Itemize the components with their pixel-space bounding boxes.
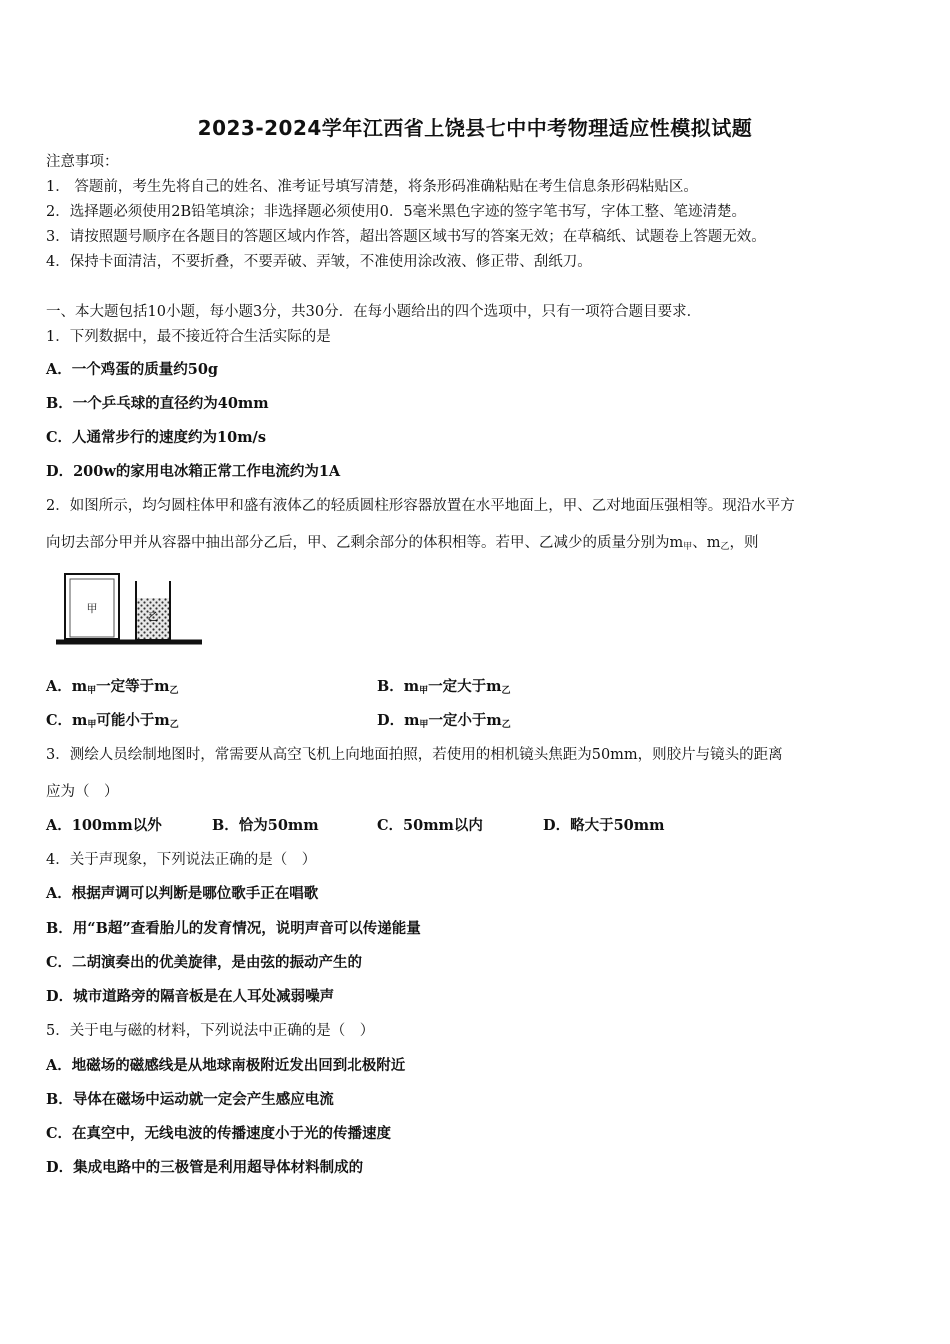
q2-figure-cylinders xyxy=(56,568,206,658)
q1-stem: 1．下列数据中，最不接近符合生活实际的是 xyxy=(46,329,331,345)
q2-stem-line1: 2．如图所示，均匀圆柱体甲和盛有液体乙的轻质圆柱形容器放置在水平地面上，甲、乙对地面压强相等。现沿水平方 xyxy=(46,498,795,514)
notice-item-1: 1． 答题前，考生先将自己的姓名、准考证号填写清楚，将条形码准确粘贴在考生信息条形码粘贴区。 xyxy=(46,179,698,195)
label-jia: 甲 xyxy=(86,602,98,615)
notice-item-4: 4．保持卡面清洁，不要折叠，不要弄破、弄皱，不准使用涂改液、修正带、刮纸刀。 xyxy=(46,254,592,270)
q5-option-c: C．在真空中，无线电波的传播速度小于光的传播速度 xyxy=(46,1125,392,1142)
q3-option-b: B．恰为50mm xyxy=(212,817,319,834)
q1-option-c: C．人通常步行的速度约为10m/s xyxy=(46,429,267,446)
notice-item-2: 2．选择题必须使用2B铅笔填涂；非选择题必须使用0．5毫米黑色字迹的签字笔书写，字体工整、笔迹清楚。 xyxy=(46,204,747,220)
q4-option-c: C．二胡演奏出的优美旋律，是由弦的振动产生的 xyxy=(46,954,363,971)
q5-option-a: A．地磁场的磁感线是从地球南极附近发出回到北极附近 xyxy=(46,1057,406,1074)
q2-stem-end: ，则 xyxy=(729,535,759,551)
q3-stem-line2: 应为（ ） xyxy=(46,784,119,800)
section-heading: 一、本大题包括10小题，每小题3分，共30分．在每小题给出的四个选项中，只有一项符合题目要求． xyxy=(46,304,702,320)
q2-option-c: C．$m_甲$可能小于$m_乙$ xyxy=(46,712,179,730)
q2-stem-text: 向切去部分甲并从容器中抽出部分乙后，甲、乙剩余部分的体积相等。若甲、乙减少的质量分别为m xyxy=(46,535,684,551)
q3-stem-line1: 3．测绘人员绘制地图时，常需要从高空飞机上向地面拍照，若使用的相机镜头焦距为50mm，则胶片与镜头的距离 xyxy=(46,747,783,763)
q4-option-d: D．城市道路旁的隔音板是在人耳处减弱噪声 xyxy=(46,988,335,1005)
q5-option-b: B．导体在磁场中运动就一定会产生感应电流 xyxy=(46,1091,334,1108)
q3-option-a: A．100mm以外 xyxy=(46,817,162,834)
q5-stem: 5．关于电与磁的材料，下列说法中正确的是（ ） xyxy=(46,1023,375,1039)
q2-option-d: D．$m_甲$一定小于$m_乙$ xyxy=(377,712,511,730)
q1-option-d: D．200w的家用电冰箱正常工作电流约为1A xyxy=(46,463,341,480)
subscript-yi: 乙 xyxy=(720,542,730,552)
q5-option-d: D．集成电路中的三极管是利用超导体材料制成的 xyxy=(46,1159,364,1176)
q3-option-c: C．50mm以内 xyxy=(377,817,483,834)
q2-stem-line2 xyxy=(46,533,759,557)
q2-option-b: B．$m_甲$一定大于$m_乙$ xyxy=(377,678,511,696)
q1-option-a: A．一个鸡蛋的质量约50g xyxy=(46,361,219,378)
notice-heading: 注意事项： xyxy=(46,154,119,170)
label-yi: 乙 xyxy=(147,610,159,623)
q4-option-b: B．用“B超”查看胎儿的发育情况，说明声音可以传递能量 xyxy=(46,920,421,937)
q2-stem-sep: 、m xyxy=(692,535,721,551)
q3-option-d: D．略大于50mm xyxy=(543,817,665,834)
notice-item-3: 3．请按照题号顺序在各题目的答题区域内作答，超出答题区域书写的答案无效；在草稿纸、试题卷上答题无效。 xyxy=(46,229,766,245)
page-title: 2023-2024学年江西省上饶县七中中考物理适应性模拟试题 xyxy=(197,116,753,140)
q2-option-a: A．$m_甲$一定等于$m_乙$ xyxy=(46,678,179,696)
q4-stem: 4．关于声现象，下列说法正确的是（ ） xyxy=(46,852,317,868)
subscript-jia: 甲 xyxy=(683,542,693,552)
q1-option-b: B．一个乒乓球的直径约为40mm xyxy=(46,395,269,412)
q4-option-a: A．根据声调可以判断是哪位歌手正在唱歌 xyxy=(46,885,319,902)
